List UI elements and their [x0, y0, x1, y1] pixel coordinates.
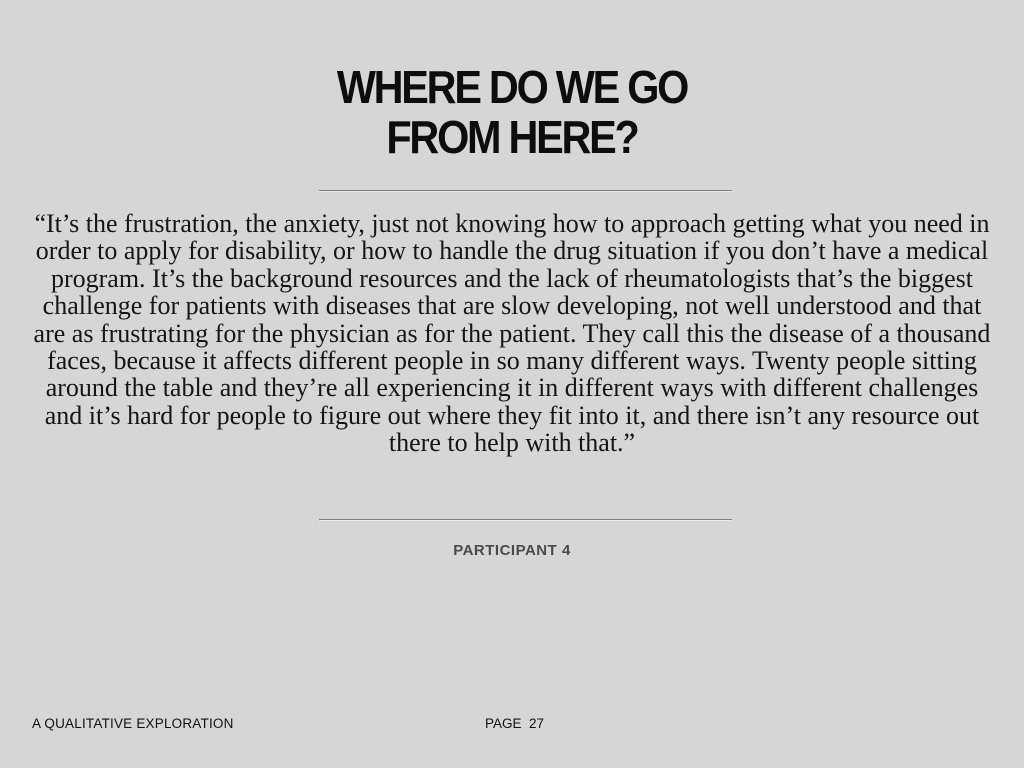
- footer-page-number: PAGE 27: [485, 716, 545, 731]
- slide-title: [51, 62, 973, 162]
- quote-attribution: PARTICIPANT 4: [453, 542, 571, 559]
- slide-title-line-1: WHERE DO WE GO: [336, 61, 688, 113]
- divider-top: [319, 190, 732, 192]
- participant-quote: “It’s the frustration, the anxiety, just not knowing how to approach getting what you need in order to apply for disability, or how to handle the drug situation if you don’t have a medical program. It’s the background resources and the lack of rheumatologists that’s the biggest challenge for patients with diseases that are slow developing, not well understood and that are as frustrating for the physician as for the patient. They call this the disease of a thousand faces, because it affects different people in so many different ways. Twenty people sitting around the table and they’re all experiencing it in different ways with different challenges and it’s hard for people to figure out where they fit into it, and there isn’t any resource out there to help with that.”: [33, 209, 991, 458]
- footer-document-title: A QUALITATIVE EXPLORATION: [32, 716, 234, 731]
- divider-bottom: [319, 519, 732, 521]
- slide-title-line-2: FROM HERE?: [386, 111, 638, 163]
